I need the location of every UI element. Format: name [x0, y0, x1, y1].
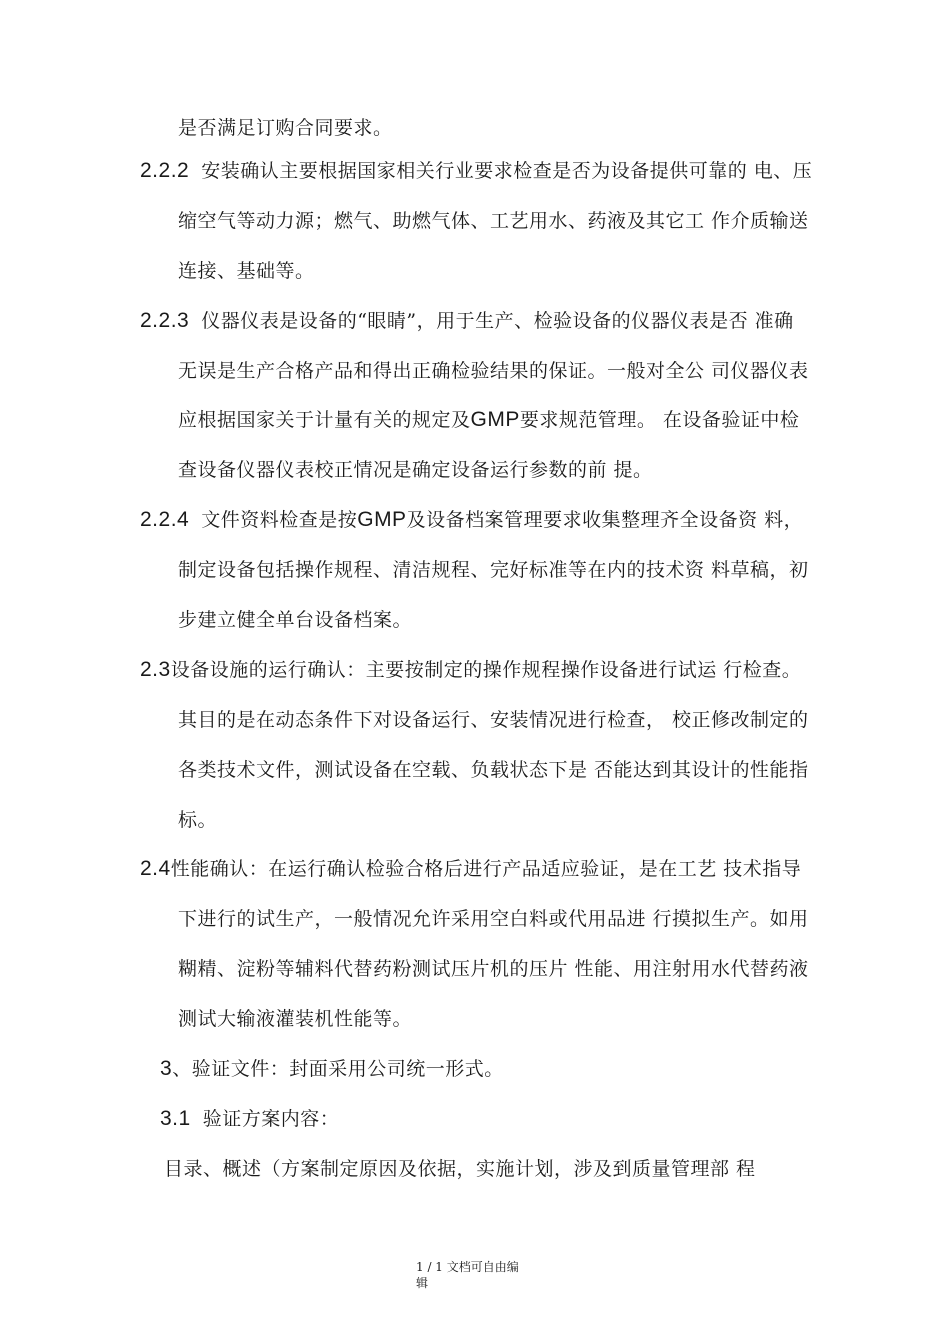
footer-text: 辑: [416, 1276, 429, 1290]
line-text: 测试大输液灌装机性能等。: [178, 1008, 413, 1030]
page-footer: [416, 1259, 519, 1275]
line-text: 性能确认：在运行确认检验合格后进行产品适应验证，是在工艺 技术指导: [170, 858, 802, 880]
text-line: [160, 1056, 504, 1082]
line-text: 安装确认主要根据国家相关行业要求检查是否为设备提供可靠的 电、压: [201, 160, 813, 182]
text-line: [178, 358, 809, 384]
line-text: 要求规范管理。 在设备验证中检: [519, 409, 800, 431]
page-footer-cont: [416, 1275, 428, 1291]
section-number: 2.2.4: [140, 508, 190, 531]
gmp-text: GMP: [357, 508, 407, 531]
line-text: 查设备仪器仪表校正情况是确定设备运行参数的前 提。: [178, 459, 653, 481]
text-line: [178, 115, 393, 141]
text-line: [178, 407, 799, 433]
section-number: 2.2.2: [140, 159, 190, 182]
line-text: 目录、概述（方案制定原因及依据，实施计划，涉及到质量管理部 程: [164, 1158, 756, 1180]
text-line: [178, 807, 217, 833]
text-line: [178, 557, 809, 583]
text-line: [178, 1006, 412, 1032]
section-number: 2.4: [140, 857, 171, 880]
text-line: [178, 956, 809, 982]
text-line: [140, 657, 801, 683]
line-text: 验证方案内容：: [202, 1108, 340, 1130]
text-line: [140, 158, 812, 184]
line-text: 糊精、淀粉等辅料代替药粉测试压片机的压片 性能、用注射用水代替药液: [178, 958, 809, 980]
line-text: 仪器仪表是设备的“眼睛”，用于生产、检验设备的仪器仪表是否 准确: [201, 310, 794, 332]
text-line: [140, 308, 794, 334]
section-number: 2.2.3: [140, 309, 190, 332]
line-text: 应根据国家关于计量有关的规定及: [178, 409, 471, 431]
line-text: 及设备档案管理要求收集整理齐全设备资 料，: [406, 509, 804, 531]
line-text: 各类技术文件，测试设备在空载、负载状态下是 否能达到其设计的性能指: [178, 759, 809, 781]
text-line: [178, 208, 809, 234]
line-text: 无误是生产合格产品和得出正确检验结果的保证。一般对全公 司仪器仪表: [178, 360, 809, 382]
line-text: 设备设施的运行确认：主要按制定的操作规程操作设备进行试运 行检查。: [170, 659, 802, 681]
line-text: 连接、基础等。: [178, 260, 315, 282]
text-line: [178, 757, 809, 783]
line-text: 、验证文件：封面采用公司统一形式。: [172, 1058, 504, 1080]
text-line: [178, 607, 412, 633]
line-text: 是否满足订购合同要求。: [178, 117, 393, 139]
line-text: 标。: [178, 809, 218, 831]
line-text: 步建立健全单台设备档案。: [178, 609, 413, 631]
text-line: [140, 507, 803, 533]
text-line: [160, 1106, 339, 1132]
section-number: 3: [160, 1057, 173, 1080]
gmp-text: GMP: [470, 408, 520, 431]
text-line: [164, 1156, 756, 1182]
section-number: 2.3: [140, 658, 171, 681]
text-line: [178, 906, 809, 932]
line-text: 文件资料检查是按: [201, 509, 358, 531]
text-line: [140, 856, 801, 882]
line-text: 其目的是在动态条件下对设备运行、安装情况进行检查， 校正修改制定的: [178, 709, 809, 731]
page-number: 1 / 1 文档可自由编: [416, 1260, 519, 1274]
text-line: [178, 457, 653, 483]
section-number: 3.1: [160, 1107, 191, 1130]
line-text: 下进行的试生产，一般情况允许采用空白料或代用品进 行摸拟生产。如用: [178, 908, 809, 930]
line-text: 缩空气等动力源；燃气、助燃气体、工艺用水、药液及其它工 作介质输送: [178, 210, 809, 232]
text-line: [178, 707, 809, 733]
line-text: 制定设备包括操作规程、清洁规程、完好标准等在内的技术资 料草稿，初: [178, 559, 809, 581]
text-line: [178, 258, 315, 284]
